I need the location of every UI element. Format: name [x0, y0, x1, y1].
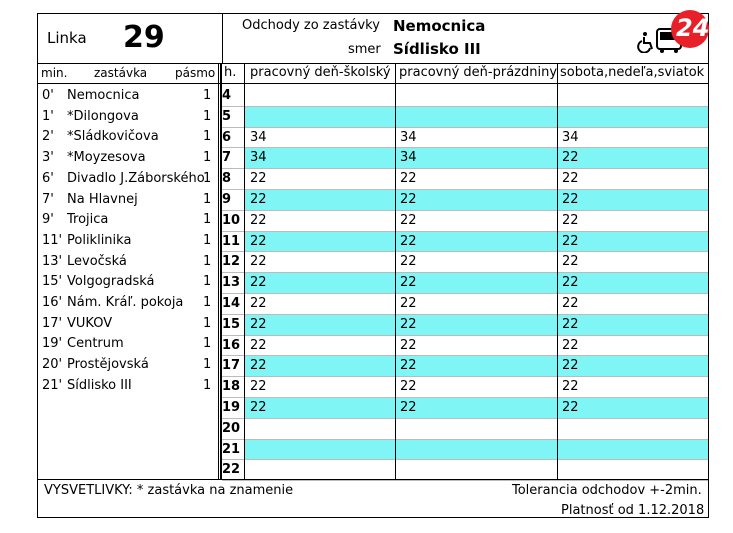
- holiday-col-divider: [557, 63, 558, 479]
- departure-holiday: 22: [400, 400, 417, 415]
- stop-name: *Dilongova: [67, 108, 139, 124]
- departure-school: 22: [250, 233, 267, 249]
- tolerance: Tolerancia odchodov +-2min.: [512, 483, 702, 498]
- departure-holiday: 22: [400, 379, 417, 395]
- departure-school: 22: [250, 254, 267, 270]
- stop-name: Prostějovská: [67, 357, 149, 373]
- row-separator: [222, 251, 708, 252]
- stop-min: 2': [42, 129, 54, 145]
- stop-zone: 1: [203, 191, 212, 207]
- school-col-divider: [395, 63, 396, 479]
- hour-label: 19: [222, 400, 241, 415]
- header-divider: [222, 13, 223, 63]
- col-hour: h.: [224, 65, 237, 80]
- departure-holiday: 22: [400, 275, 417, 291]
- stop-name: Nemocnica: [67, 88, 140, 103]
- departure-school: 22: [250, 358, 267, 374]
- stop-zone: 1: [203, 315, 212, 331]
- departure-weekend: 22: [562, 296, 579, 311]
- row-highlight: [245, 315, 708, 335]
- row-separator: [222, 480, 708, 481]
- departure-weekend: 22: [562, 233, 579, 249]
- stop-name: Na Hlavnej: [67, 191, 138, 207]
- hour-label: 11: [222, 233, 241, 249]
- stop-name: Trojica: [67, 212, 109, 228]
- stop-min: 0': [42, 88, 54, 103]
- footer-rule: [37, 479, 709, 480]
- stop-min: 11': [42, 232, 63, 248]
- stop-name: Nám. Kráľ. pokoja: [67, 295, 184, 310]
- row-separator: [222, 418, 708, 419]
- stop-zone: 1: [203, 295, 212, 310]
- row-separator: [222, 293, 708, 294]
- departure-weekend: 22: [562, 254, 579, 270]
- row-highlight: [245, 190, 708, 210]
- direction: Sídlisko III: [393, 40, 481, 58]
- hour-label: 15: [222, 316, 241, 332]
- col-stop: zastávka: [94, 66, 148, 80]
- row-highlight: [245, 107, 708, 127]
- hour-label: 17: [222, 358, 241, 374]
- hour-label: 21: [222, 441, 241, 457]
- departure-school: 22: [250, 337, 267, 353]
- stop-zone: 1: [203, 129, 212, 145]
- stop-name: Levočská: [67, 253, 127, 269]
- hour-label: 7: [222, 150, 232, 166]
- departure-school: 22: [250, 316, 267, 332]
- departure-school: 22: [250, 400, 267, 415]
- departure-weekend: 22: [562, 316, 579, 332]
- departures-label: Odchody zo zastávky: [242, 18, 380, 33]
- stop-name: VUKOV: [67, 315, 113, 331]
- stop-zone: 1: [203, 108, 212, 124]
- stop-min: 15': [42, 274, 63, 290]
- brand-logo-text: 24: [676, 14, 710, 42]
- departure-stop: Nemocnica: [393, 17, 486, 35]
- departure-school: 22: [250, 171, 267, 187]
- departure-weekend: 34: [562, 129, 579, 145]
- row-separator: [222, 127, 708, 128]
- stop-name: Volgogradská: [67, 274, 155, 290]
- stop-zone: 1: [203, 232, 212, 248]
- legend: VYSVETLIVKY: * zastávka na znamenie: [44, 483, 294, 498]
- hour-col-divider-right: [244, 63, 245, 479]
- col-min: min.: [41, 66, 68, 80]
- departure-weekend: 22: [562, 400, 579, 415]
- stop-name: Divadlo J.Záborského: [67, 170, 205, 186]
- departure-school: 22: [250, 296, 267, 311]
- stop-name: *Moyzesova: [67, 150, 146, 166]
- stop-min: 6': [42, 170, 54, 186]
- left-table-divider: [218, 63, 219, 479]
- departure-holiday: 22: [400, 171, 417, 187]
- departure-holiday: 34: [400, 129, 417, 145]
- column-header-rule: [37, 83, 709, 84]
- stop-zone: 1: [203, 377, 212, 393]
- departure-weekend: 22: [562, 212, 579, 228]
- departure-school: 34: [250, 129, 267, 145]
- hour-col-divider-left: [220, 63, 222, 479]
- stop-min: 19': [42, 336, 63, 352]
- hour-label: 14: [222, 296, 241, 311]
- stop-min: 16': [42, 295, 63, 310]
- hour-label: 10: [222, 212, 241, 228]
- stop-zone: 1: [203, 357, 212, 373]
- row-highlight: [245, 398, 708, 418]
- hour-label: 4: [222, 88, 232, 103]
- stop-min: 7': [42, 191, 54, 207]
- departure-holiday: 22: [400, 316, 417, 332]
- departure-holiday: 22: [400, 212, 417, 228]
- row-highlight: [245, 232, 708, 252]
- stop-min: 1': [42, 108, 54, 124]
- stop-zone: 1: [203, 170, 212, 186]
- line-number: 29: [123, 20, 165, 55]
- stop-zone: 1: [203, 274, 212, 290]
- hour-label: 9: [222, 192, 232, 207]
- departure-school: 22: [250, 192, 267, 207]
- header-rule: [37, 63, 709, 64]
- departure-holiday: 34: [400, 150, 417, 166]
- departure-holiday: 22: [400, 233, 417, 249]
- row-separator: [222, 335, 708, 336]
- hour-label: 13: [222, 275, 241, 291]
- hour-label: 18: [222, 379, 241, 395]
- stop-zone: 1: [203, 253, 212, 269]
- hour-label: 5: [222, 108, 232, 124]
- hour-label: 22: [222, 462, 241, 478]
- stop-min: 9': [42, 212, 54, 228]
- hour-label: 20: [222, 420, 241, 436]
- departure-weekend: 22: [562, 379, 579, 395]
- departure-school: 34: [250, 150, 267, 166]
- hour-label: 16: [222, 337, 241, 353]
- direction-label: smer: [348, 42, 381, 57]
- departure-school: 22: [250, 275, 267, 291]
- row-separator: [222, 168, 708, 169]
- stop-zone: 1: [203, 336, 212, 352]
- departure-weekend: 22: [562, 358, 579, 374]
- col-weekend: sobota,nedeľa,sviatok: [560, 65, 705, 80]
- departure-weekend: 22: [562, 171, 579, 187]
- wheelchair-icon: [637, 31, 657, 53]
- departure-school: 22: [250, 379, 267, 395]
- stop-min: 17': [42, 315, 63, 331]
- linka-label: Linka: [47, 29, 87, 47]
- stop-min: 13': [42, 253, 63, 269]
- row-separator: [222, 459, 708, 460]
- departure-weekend: 22: [562, 337, 579, 353]
- stop-name: Sídlisko III: [67, 377, 132, 393]
- departure-holiday: 22: [400, 254, 417, 270]
- stop-name: *Sládkovičova: [67, 129, 159, 145]
- row-highlight: [245, 440, 708, 460]
- stop-zone: 1: [203, 88, 212, 103]
- row-highlight: [245, 356, 708, 376]
- departure-holiday: 22: [400, 296, 417, 311]
- departure-school: 22: [250, 212, 267, 228]
- row-separator: [222, 376, 708, 377]
- stop-min: 3': [42, 150, 54, 166]
- departure-holiday: 22: [400, 337, 417, 353]
- col-workday-holiday: pracovný deň-prázdniny: [399, 65, 558, 80]
- departure-holiday: 22: [400, 358, 417, 374]
- stop-min: 20': [42, 357, 63, 373]
- stop-zone: 1: [203, 212, 212, 228]
- stop-name: Centrum: [67, 336, 124, 352]
- row-highlight: [245, 148, 708, 168]
- validity: Platnosť od 1.12.2018: [561, 503, 705, 518]
- departure-weekend: 22: [562, 275, 579, 291]
- hour-label: 8: [222, 171, 232, 187]
- departure-holiday: 22: [400, 192, 417, 207]
- row-highlight: [245, 273, 708, 293]
- hour-label: 6: [222, 129, 232, 145]
- departure-weekend: 22: [562, 150, 579, 166]
- stop-zone: 1: [203, 150, 212, 166]
- hour-label: 12: [222, 254, 241, 270]
- col-workday-school: pracovný deň-školský: [250, 65, 391, 80]
- stop-min: 21': [42, 377, 63, 393]
- departure-weekend: 22: [562, 192, 579, 207]
- stop-name: Poliklinika: [67, 232, 132, 248]
- row-separator: [222, 210, 708, 211]
- col-zone: pásmo: [175, 66, 216, 80]
